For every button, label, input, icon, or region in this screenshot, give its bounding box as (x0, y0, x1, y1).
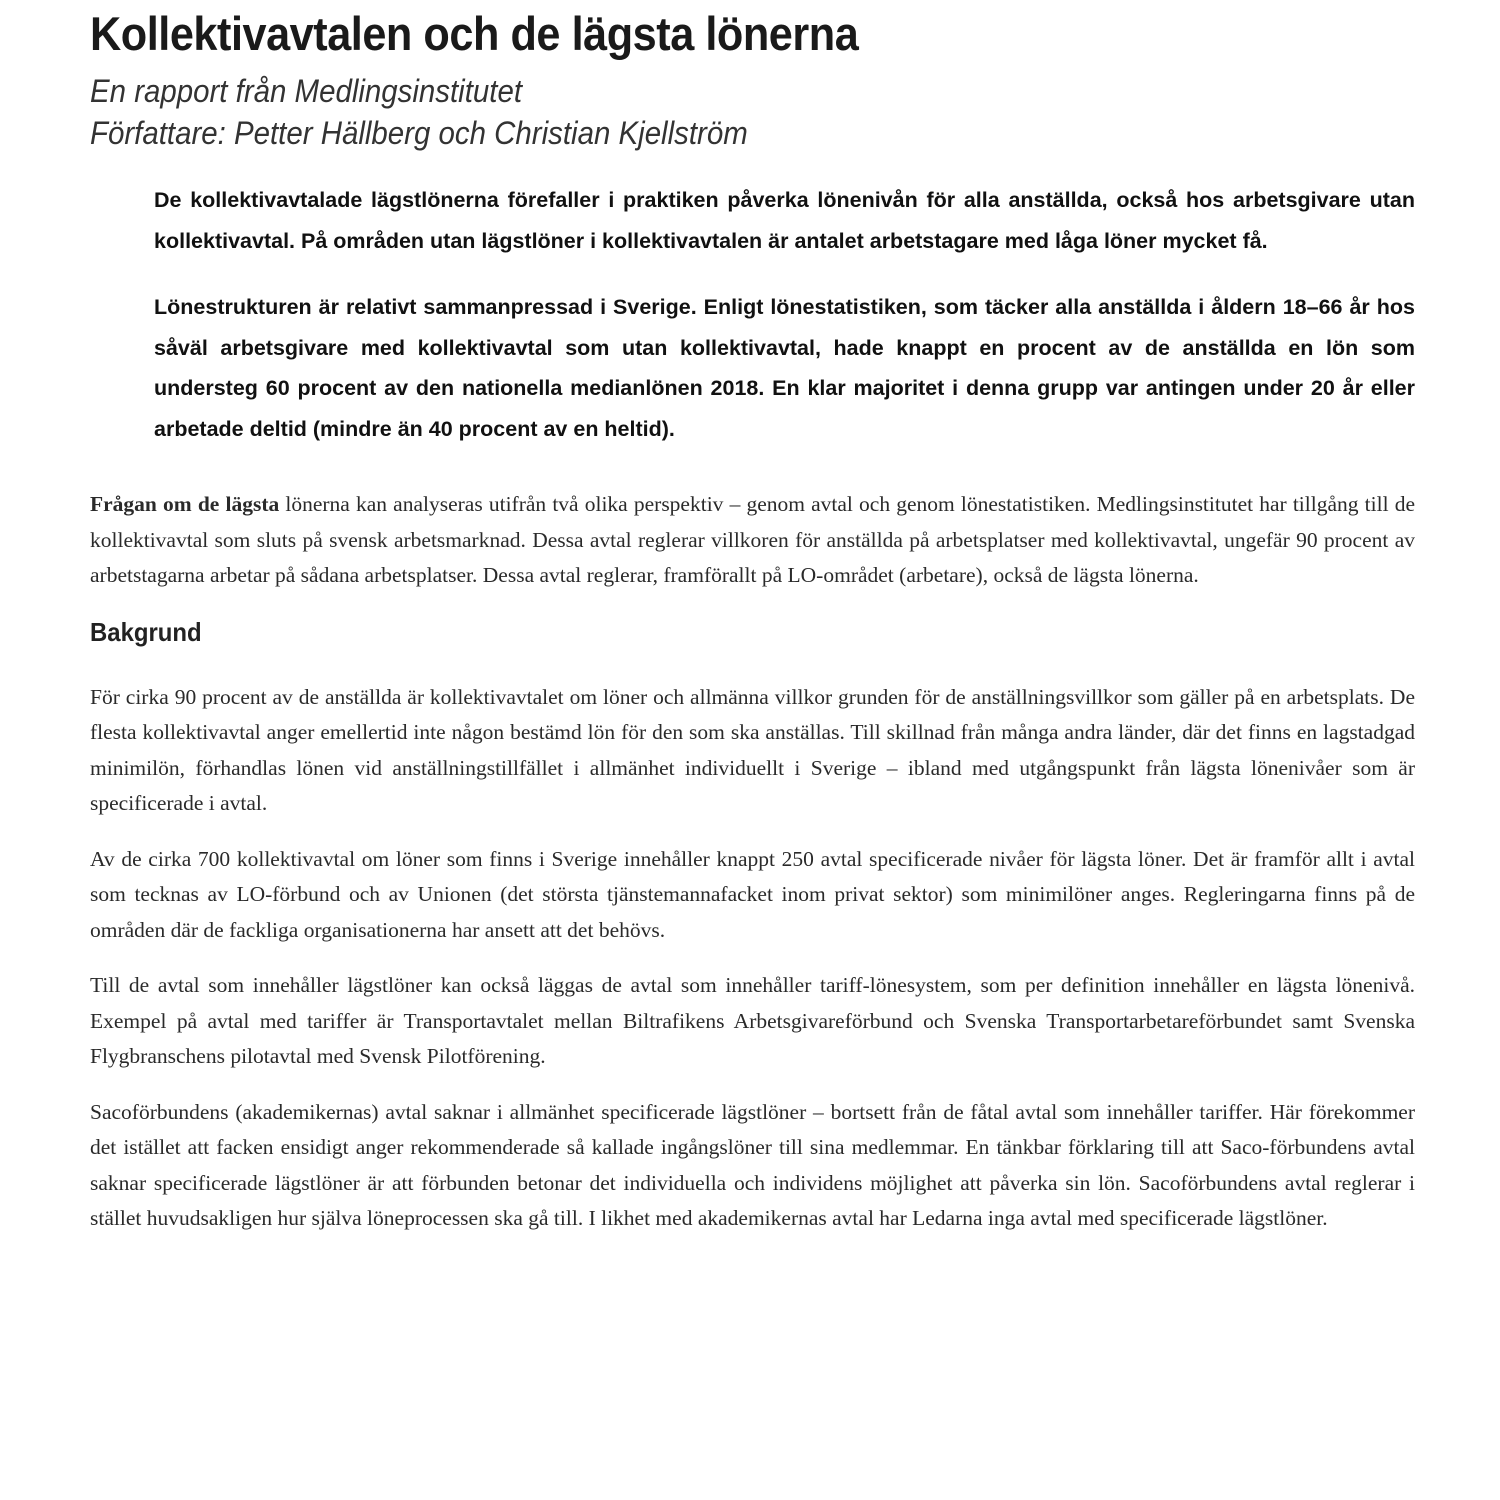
body-paragraph-4: Sacoförbundens (akademikernas) avtal saknar i allmänhet specificerade lägstlöner – bortsett från de fåtal avtal som innehåller tariffer. Här förekommer det istället att facken ensidigt anger rekommenderade så kallade ingångslöner till sina medlemmar. En tänkbar förklaring till att Saco-förbundens avtal saknar specificerade lägstlöner är att förbunden betonar det individuella och individens möjlighet att påverka sin lön. Sacoförbundens avtal reglerar i stället huvudsakligen hur själva löneprocessen ska gå till. I likhet med akademikernas avtal har Ledarna inga avtal med specificerade lägstlöner. (90, 1099, 1415, 1230)
authors-line: Författare: Petter Hällberg och Christian Kjellström (90, 115, 748, 151)
intro-text: lönerna kan analyseras utifrån två olika perspektiv – genom avtal och genom lönestatistiken. Medlingsinstitutet har tillgång till de kollektivavtal som sluts på svensk arbetsmarknad. Dessa avtal reglerar villkoren för anställda på arbetsplatser med kollektivavtal, ungefär 90 procent av arbetstagarna arbetar på sådana arbetsplatser. Dessa avtal reglerar, framförallt på LO-området (arbetare), också de lägsta lönerna. (90, 492, 1416, 587)
page-title: Kollektivavtalen och de lägsta lönerna (90, 7, 859, 60)
intro-lead-in: Frågan om de lägsta (90, 492, 280, 516)
section-heading: Bakgrund (90, 616, 202, 647)
lead-paragraph-1: De kollektivavtalade lägstlönerna förefaller i praktiken påverka lönenivån för alla anställda, också hos arbetsgivare utan kollektivavtal. På områden utan lägstlöner i kollektivavtalen är antalet arbetstagare med låga löner mycket få. (154, 188, 1415, 253)
body-paragraph-1: För cirka 90 procent av de anställda är kollektivavtalet om löner och allmänna villkor grunden för de anställningsvillkor som gäller på en arbetsplats. De flesta kollektivavtal anger emellertid inte någon bestämd lön för den som ska anställas. Till skillnad från många andra länder, där det finns en lagstadgad minimilön, förhandlas lönen vid anställningstillfället i allmänhet individuellt i Sverige – ibland med utgångspunkt från lägsta lönenivåer som är specificerade i avtal. (90, 684, 1415, 815)
lead-summary (154, 180, 1415, 449)
document-page (90, 0, 1415, 1237)
report-subtitle: En rapport från Medlingsinstitutet (90, 73, 523, 109)
intro-paragraph (90, 487, 1415, 594)
body-paragraph-2: Av de cirka 700 kollektivavtal om löner som finns i Sverige innehåller knappt 250 avtal specificerade nivåer för lägsta löner. Det är framför allt i avtal som tecknas av LO-förbund och av Unionen (det största tjänstemannafacket inom privat sektor) som minimilöner anges. Regleringarna finns på de områden där de fackliga organisationerna har ansett att det behövs. (90, 846, 1415, 942)
body-paragraph-3: Till de avtal som innehåller lägstlöner kan också läggas de avtal som innehåller tariff-lönesystem, som per definition innehåller en lägsta lönenivå. Exempel på avtal med tariffer är Transportavtalet mellan Biltrafikens Arbetsgivareförbund och Svenska Transportarbetareförbundet samt Svenska Flygbranschens pilotavtal med Svensk Pilotförening. (90, 973, 1415, 1068)
lead-paragraph-2: Lönestrukturen är relativt sammanpressad i Sverige. Enligt lönestatistiken, som täcker alla anställda i åldern 18–66 år hos såväl arbetsgivare med kollektivavtal som utan kollektivavtal, hade knappt en procent av de anställda en lön som understeg 60 procent av den nationella medianlönen 2018. En klar majoritet i denna grupp var antingen under 20 år eller arbetade deltid (mindre än 40 procent av en heltid). (154, 295, 1415, 441)
section-body (90, 680, 1415, 1237)
